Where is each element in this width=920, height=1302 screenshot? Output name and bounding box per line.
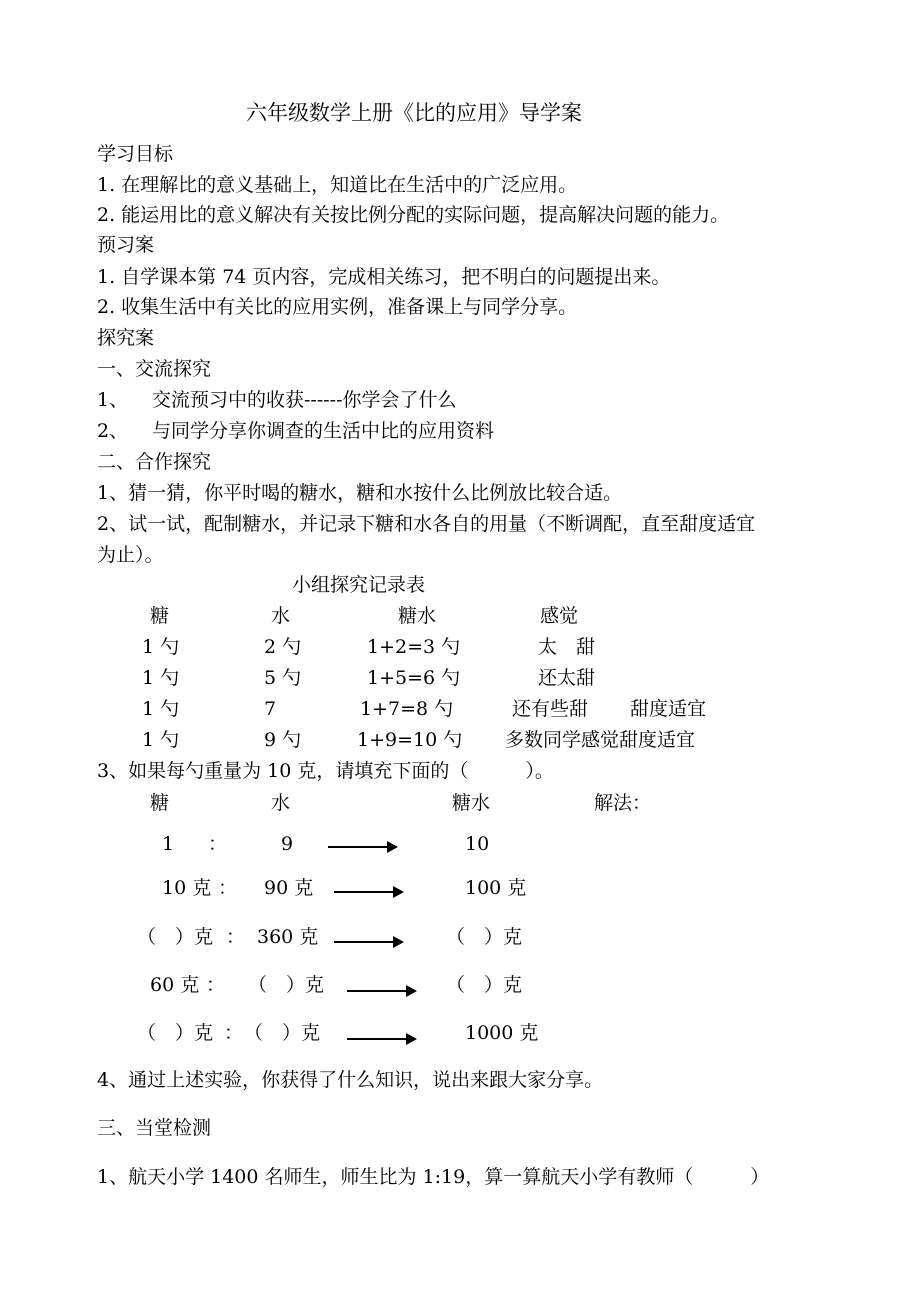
part2-question-2-cont: 为止）。	[97, 544, 164, 566]
part2-question-3: 3、如果每勺重量为 10 克，请填充下面的（ ）。	[97, 760, 554, 782]
record-table-header: 水	[271, 605, 291, 627]
record-cell: 1+2=3 勺	[367, 636, 461, 658]
fill-cell-total: 100 克	[465, 877, 527, 899]
record-cell: 7	[264, 698, 277, 720]
record-cell: 1 勺	[142, 636, 180, 658]
fill-cell-colon: ：	[226, 926, 246, 948]
record-table-caption: 小组探究记录表	[292, 574, 426, 596]
objectives-heading: 学习目标	[97, 143, 174, 165]
record-cell: 还太甜	[538, 667, 596, 689]
record-cell: 太 甜	[538, 636, 596, 658]
record-table-header: 糖	[150, 605, 170, 627]
preview-item: 2. 收集生活中有关比的应用实例，准备课上与同学分享。	[97, 296, 578, 318]
part1-heading: 一、交流探究	[97, 358, 212, 380]
record-cell: 1+5=6 勺	[367, 667, 461, 689]
fill-cell-sugar: （ ）克	[137, 1022, 214, 1044]
record-cell: 9 勺	[264, 729, 302, 751]
fill-table-header: 糖水	[452, 792, 491, 814]
record-cell: 甜度适宜	[630, 698, 707, 720]
part2-question-1: 1、猜一猜，你平时喝的糖水，糖和水按什么比例放比较合适。	[97, 482, 623, 504]
record-cell: 1+9=10 勺	[357, 729, 463, 751]
record-cell: 1 勺	[142, 729, 180, 751]
preview-item: 1. 自学课本第 74 页内容，完成相关练习，把不明白的问题提出来。	[97, 266, 671, 288]
part2-question-2: 2、试一试，配制糖水，并记录下糖和水各自的用量（不断调配，直至甜度适宜	[97, 513, 756, 535]
preview-heading: 预习案	[97, 234, 155, 256]
explore-heading: 探究案	[97, 327, 155, 349]
fill-cell-water: （ ）克	[248, 974, 325, 996]
arrow-icon	[347, 1038, 415, 1040]
record-cell: 还有些甜	[512, 698, 589, 720]
part2-heading: 二、合作探究	[97, 451, 212, 473]
fill-table-header: 糖	[150, 792, 170, 814]
page-title: 六年级数学上册《比的应用》导学案	[246, 101, 582, 125]
fill-cell-colon: ：	[218, 877, 238, 899]
fill-cell-total: 1000 克	[465, 1022, 539, 1044]
fill-cell-total: （ ）克	[446, 926, 523, 948]
fill-cell-sugar: （ ）克	[137, 926, 214, 948]
fill-cell-total: （ ）克	[446, 974, 523, 996]
part1-item-text: 与同学分享你调查的生活中比的应用资料	[152, 420, 495, 442]
record-table-header: 糖水	[398, 605, 437, 627]
objective-item: 1. 在理解比的意义基础上，知道比在生活中的广泛应用。	[97, 174, 578, 196]
fill-table-header: 解法：	[594, 792, 652, 814]
fill-table-header: 水	[271, 792, 291, 814]
record-cell: 5 勺	[264, 667, 302, 689]
arrow-icon	[328, 846, 396, 848]
fill-cell-water: 360 克	[257, 926, 319, 948]
fill-cell-sugar: 60 克	[150, 974, 200, 996]
record-cell: 多数同学感觉甜度适宜	[505, 729, 696, 751]
part1-item-text: 交流预习中的收获------你学会了什么	[152, 389, 457, 411]
fill-cell-colon: ：	[206, 974, 226, 996]
arrow-icon	[334, 891, 402, 893]
part3-question-1: 1、航天小学 1400 名师生，师生比为 1:19，算一算航天小学有教师（ ）	[97, 1166, 770, 1188]
record-cell: 1+7=8 勺	[360, 698, 454, 720]
fill-cell-sugar: 10 克	[162, 877, 212, 899]
part1-item-number: 1、	[97, 389, 129, 411]
record-cell: 1 勺	[142, 698, 180, 720]
fill-cell-sugar: 1	[162, 833, 175, 855]
fill-cell-water: 90 克	[264, 877, 314, 899]
part3-heading: 三、当堂检测	[97, 1117, 212, 1139]
fill-cell-water: （ ）克	[244, 1022, 321, 1044]
part2-question-4: 4、通过上述实验，你获得了什么知识，说出来跟大家分享。	[97, 1069, 604, 1091]
record-cell: 1 勺	[142, 667, 180, 689]
record-table-header: 感觉	[540, 605, 579, 627]
fill-cell-water: 9	[281, 833, 294, 855]
record-cell: 2 勺	[264, 636, 302, 658]
objective-item: 2. 能运用比的意义解决有关按比例分配的实际问题，提高解决问题的能力。	[97, 204, 730, 226]
arrow-icon	[347, 990, 415, 992]
fill-cell-colon: ：	[208, 833, 228, 855]
fill-cell-colon: ：	[224, 1022, 244, 1044]
part1-item-number: 2、	[97, 420, 129, 442]
fill-cell-total: 10	[465, 833, 490, 855]
arrow-icon	[334, 941, 402, 943]
